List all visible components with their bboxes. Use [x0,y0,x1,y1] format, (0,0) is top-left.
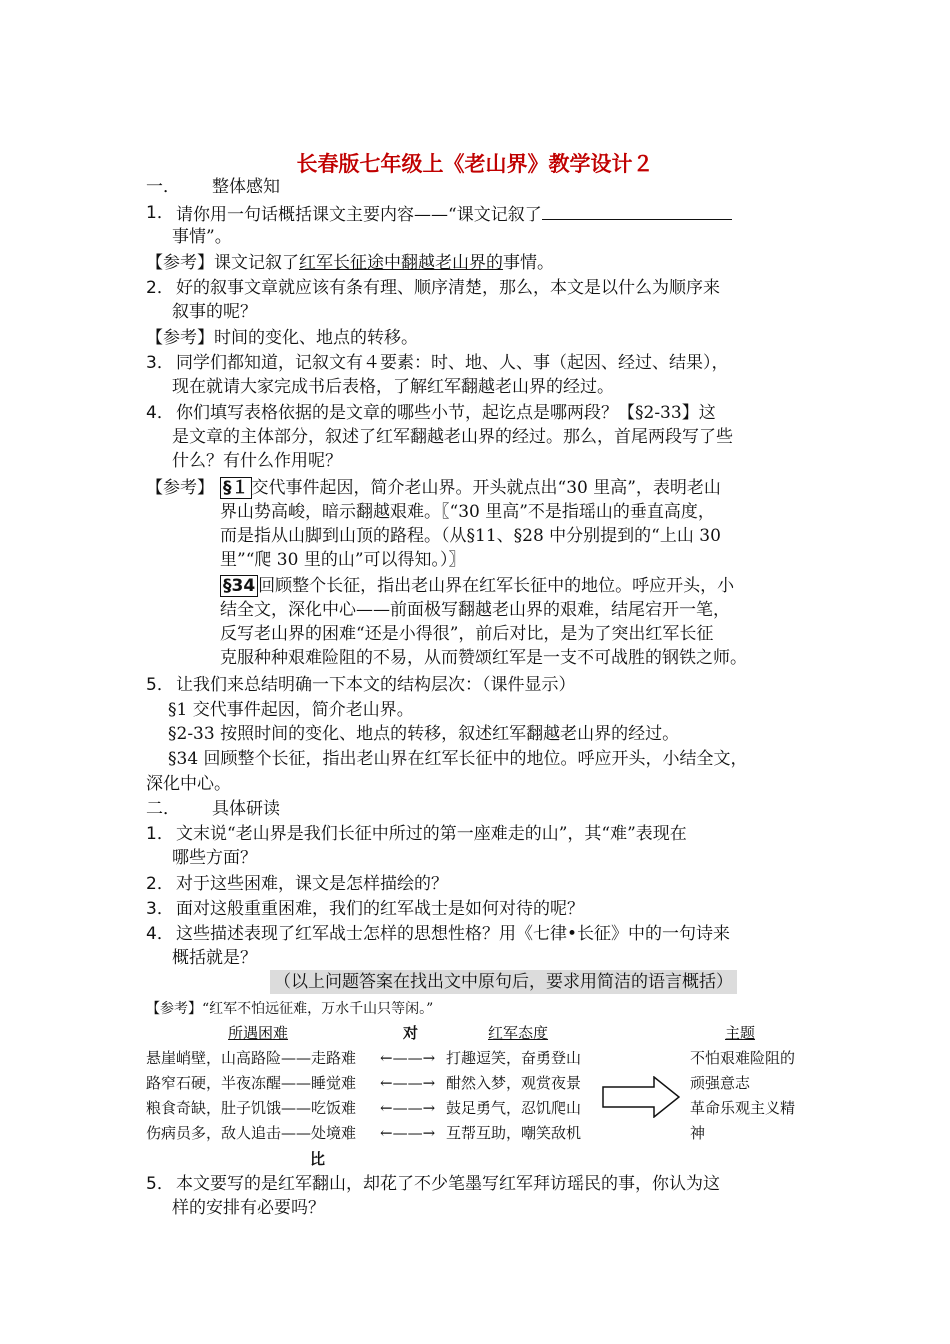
r5-line-1: 本文要写的是红军翻山，却花了不少笔墨写红军拜访瑶民的事，你认为这 [176,1174,720,1194]
table-header-contrast: 对 [403,1024,419,1042]
theme-line-4: 神 [690,1124,706,1142]
q4-line-2: 是文章的主体部分，叙述了红军翻越老山界的经过。那么，首尾两段写了些 [172,427,733,447]
table-row-4-left: 伤病员多，敌人追击——处境难 [146,1124,357,1142]
q5-number: 5． [146,675,174,695]
ref1-suffix: 事情。 [503,253,554,273]
theme-line-3: 革命乐观主义精 [690,1099,796,1117]
section-box-1: §１ [220,477,252,499]
r5-number: 5． [146,1174,174,1194]
section-2-number: 二． [146,799,180,819]
ref3-para-1-line-1 [220,476,721,500]
q3-number: 3． [146,353,174,373]
theme-line-1: 不怕艰难险阻的 [690,1049,796,1067]
ref3-p1-l1: 交代事件起因，简介老山界。开头就点出“30 里高”，表明老山 [251,478,721,498]
q4-line-1: 你们填写表格依据的是文章的哪些小节，起讫点是哪两段？【§2-33】这 [176,403,716,423]
structure-1: §1 交代事件起因，简介老山界。 [168,700,414,720]
ref3-para-2-line-1 [220,574,734,598]
answer-note: （以上问题答案在找出文中原句后，要求用简洁的语言概括） [270,970,737,994]
reference-3-prefix: 【参考】 [146,478,214,498]
structure-3: §34 回顾整个长征，指出老山界在红军长征中的地位。呼应开头，小结全文， [168,749,748,769]
section-1-label: 整体感知 [212,177,280,197]
q5-text: 让我们来总结明确一下本文的结构层次：（课件显示） [176,675,576,695]
ref3-p1-l3: 而是指从山脚到山顶的路程。（从§11、§28 中分别提到的“上山 30 [220,526,721,546]
theme-line-2: 顽强意志 [690,1074,751,1092]
table-row-2-arrow: ←——→ [380,1074,436,1092]
q4-line-3: 什么？有什么作用呢？ [172,451,342,471]
ref3-p2-l2: 结全文，深化中心——前面极写翻越老山界的艰难，结尾宕开一笔， [220,600,730,620]
r4-line-2: 概括就是？ [172,948,257,968]
table-row-3-left: 粮食奇缺，肚子饥饿——吃饭难 [146,1099,357,1117]
q3-line-2: 现在就请大家完成书后表格，了解红军翻越老山界的经过。 [172,377,614,397]
ref3-p1-l4: 里”“爬 30 里的山”可以得知。）〗 [220,550,466,570]
r2-text: 对于这些困难，课文是怎样描绘的？ [176,874,448,894]
r1-number: 1． [146,824,174,844]
block-arrow-icon [602,1076,680,1118]
r4-line-1: 这些描述表现了红军战士怎样的思想性格？用《七律•长征》中的一句诗来 [176,924,731,944]
ref1-prefix: 【参考】课文记叙了 [146,253,299,273]
q1-number: 1． [146,203,174,223]
r3-number: 3． [146,899,174,919]
q1-text-main: 请你用一句话概括课文主要内容——“课文记叙了 [176,205,542,225]
section-1-number: 一． [146,177,180,197]
r4-number: 4． [146,924,174,944]
q2-line-1: 好的叙事文章就应该有条有理、顺序清楚，那么，本文是以什么为顺序来 [176,278,720,298]
q2-line-2: 叙事的呢？ [172,302,257,322]
r3-text: 面对这般重重困难，我们的红军战士是如何对待的呢？ [176,899,584,919]
reference-2: 【参考】时间的变化、地点的转移。 [146,328,418,348]
ref1-underlined: 红军长征途中翻越老山界的 [299,253,503,273]
q4-number: 4． [146,403,174,423]
document-title: 长春版七年级上《老山界》教学设计２ [296,152,654,176]
table-row-4-arrow: ←——→ [380,1124,436,1142]
table-footer-contrast: 比 [310,1150,326,1168]
reference-1 [146,251,554,275]
ref3-p1-l2: 界山势高峻，暗示翻越艰难。〖“30 里高”不是指瑶山的垂直高度， [220,502,715,522]
table-row-4-right: 互帮互助，嘲笑敌机 [446,1124,582,1142]
q3-line-1: 同学们都知道，记叙文有４要素：时、地、人、事（起因、经过、结果）， [176,353,729,373]
table-row-3-arrow: ←——→ [380,1099,436,1117]
section-box-34: §34 [220,575,258,597]
q1-text-cont: 事情”。 [172,227,232,247]
r1-line-1: 文末说“老山界是我们长征中所过的第一座难走的山”，其“难”表现在 [176,824,687,844]
structure-2: §2-33 按照时间的变化、地点的转移，叙述红军翻越老山界的经过。 [168,724,680,744]
reference-4: 【参考】“红军不怕远征难，万水千山只等闲。” [146,1001,434,1017]
q1-text [176,201,732,227]
ref3-p2-l4: 克服种种艰难险阻的不易，从而赞颂红军是一支不可战胜的钢铁之师。 [220,648,747,668]
structure-3-cont: 深化中心。 [146,774,231,794]
table-row-1-left: 悬崖峭壁，山高路险——走路难 [146,1049,357,1067]
ref3-p2-l3: 反写老山界的困难“还是小得很”，前后对比，是为了突出红军长征 [220,624,714,644]
table-row-1-arrow: ←——→ [380,1049,436,1067]
table-header-attitude: 红军态度 [488,1024,549,1042]
table-row-2-left: 路窄石硬，半夜冻醒——睡觉难 [146,1074,357,1092]
r5-line-2: 样的安排有必要吗？ [172,1198,325,1218]
ref3-p2-l1: 回顾整个长征，指出老山界在红军长征中的地位。呼应开头，小 [258,576,735,596]
r1-line-2: 哪些方面？ [172,848,257,868]
r2-number: 2． [146,874,174,894]
q2-number: 2． [146,278,174,298]
table-row-1-right: 打趣逗笑，奋勇登山 [446,1049,582,1067]
section-2-label: 具体研读 [212,799,280,819]
table-row-3-right: 鼓足勇气，忍饥爬山 [446,1099,582,1117]
table-header-difficulties: 所遇困难 [228,1024,289,1042]
table-header-theme: 主题 [725,1024,756,1042]
table-row-2-right: 酣然入梦，观赏夜景 [446,1074,582,1092]
answer-blank[interactable] [542,201,732,220]
